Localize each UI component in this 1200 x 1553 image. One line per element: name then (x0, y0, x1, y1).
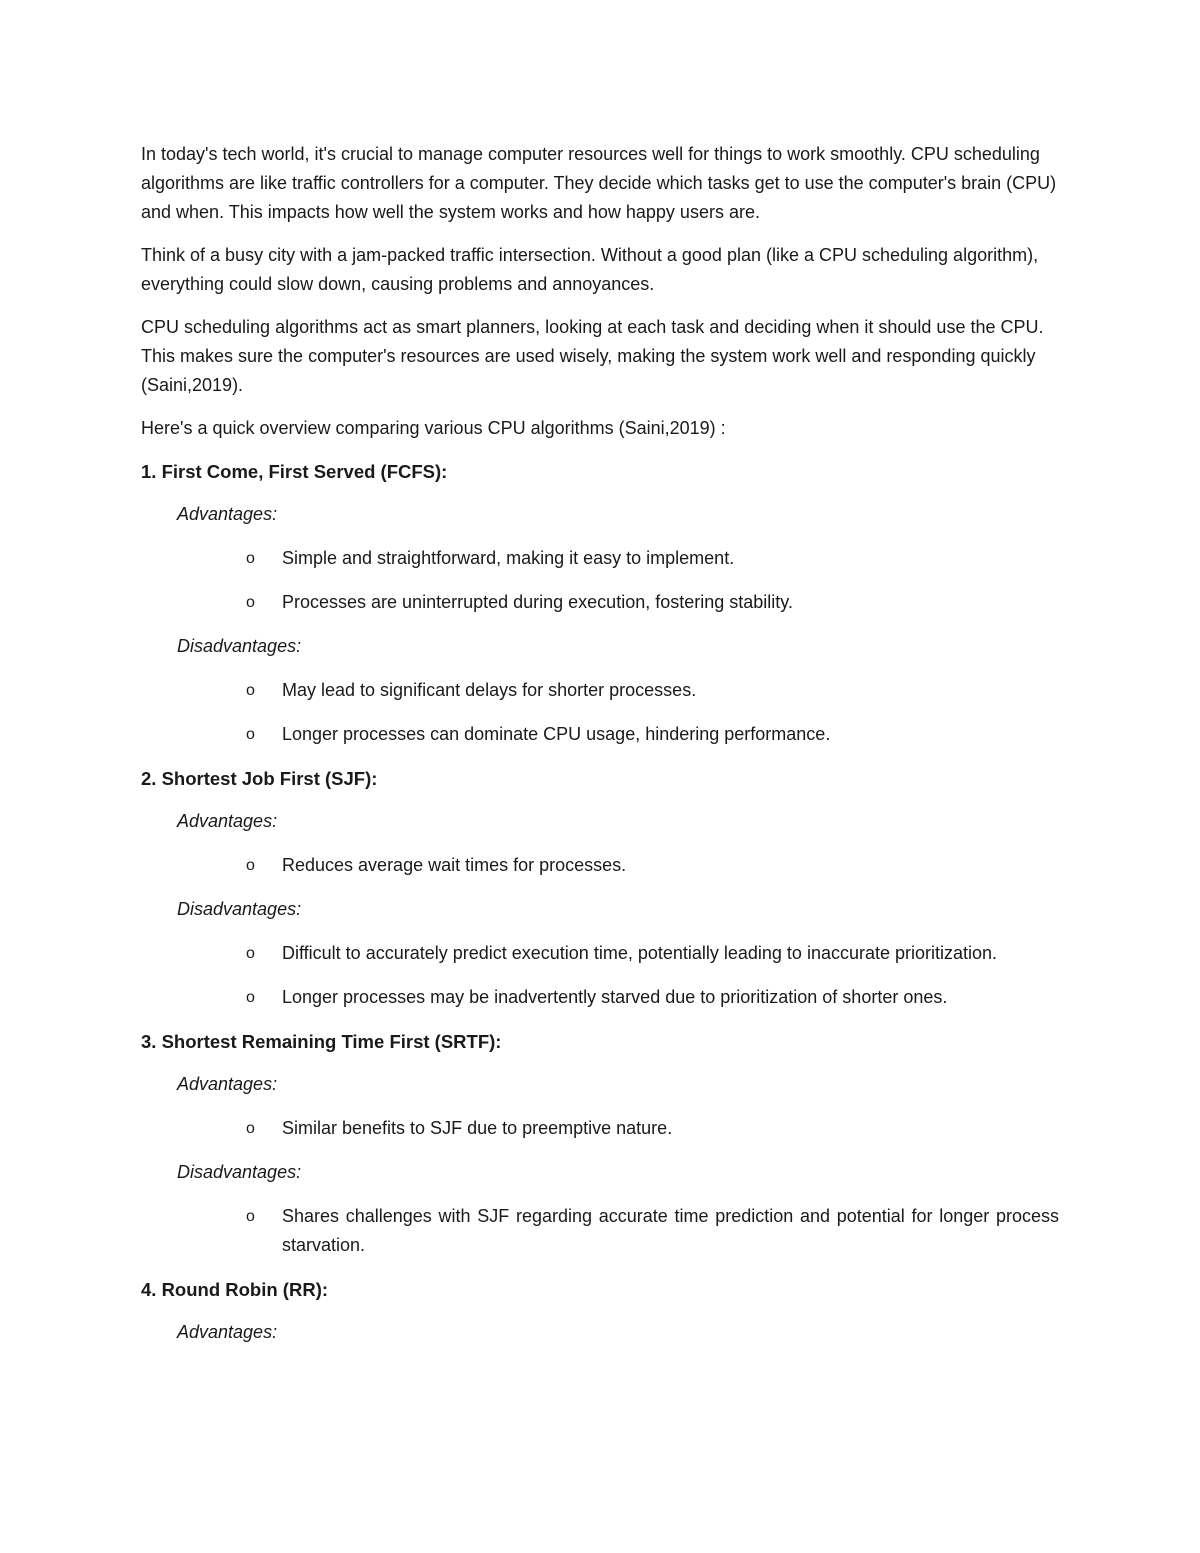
section-rr (141, 1275, 1059, 1347)
bullet-icon: o (246, 682, 255, 699)
disadvantages-label: Disadvantages: (177, 899, 302, 919)
list-item (246, 676, 1059, 705)
list-item (246, 720, 1059, 749)
list-item-text: Reduces average wait times for processes. (282, 855, 627, 875)
list-item (246, 1114, 1059, 1143)
section-heading: 1. First Come, First Served (FCFS): (141, 461, 448, 482)
section-heading: 3. Shortest Remaining Time First (SRTF): (141, 1031, 502, 1052)
intro-paragraph-2: Think of a busy city with a jam-packed traffic intersection. Without a good plan (like a CPU scheduling algorithm), everything could slow down, causing problems and annoyances. (141, 245, 1039, 294)
intro-paragraph-3: CPU scheduling algorithms act as smart planners, looking at each task and deciding when it should use the CPU. This makes sure the computer's resources are used wisely, making the system work well and responding quickly (Saini,2019). (141, 317, 1044, 395)
document-body (141, 140, 1059, 1362)
disadvantages-label: Disadvantages: (177, 1162, 302, 1182)
list-item-text: Longer processes may be inadvertently starved due to prioritization of shorter ones. (282, 987, 948, 1007)
advantages-label: Advantages: (177, 1074, 278, 1094)
disadvantages-label: Disadvantages: (177, 636, 302, 656)
bullet-icon: o (246, 726, 255, 743)
list-item (246, 983, 1059, 1012)
list-item-text: Simple and straightforward, making it easy to implement. (282, 548, 735, 568)
advantages-label: Advantages: (177, 1322, 278, 1342)
bullet-icon: o (246, 1120, 255, 1137)
list-item-text: Similar benefits to SJF due to preemptive nature. (282, 1118, 673, 1138)
bullet-icon: o (246, 989, 255, 1006)
list-item-text: Longer processes can dominate CPU usage, hindering performance. (282, 724, 831, 744)
section-fcfs (141, 457, 1059, 749)
bullet-icon: o (246, 550, 255, 567)
list-item (246, 544, 1059, 573)
list-item-text: Difficult to accurately predict execution time, potentially leading to inaccurate prioritization. (282, 943, 998, 963)
bullet-icon: o (246, 594, 255, 611)
advantages-label: Advantages: (177, 811, 278, 831)
section-srtf (141, 1027, 1059, 1260)
list-item-text: May lead to significant delays for shorter processes. (282, 680, 697, 700)
list-item (246, 588, 1059, 617)
advantages-label: Advantages: (177, 504, 278, 524)
section-heading: 4. Round Robin (RR): (141, 1279, 329, 1300)
bullet-icon: o (246, 1208, 255, 1225)
section-heading: 2. Shortest Job First (SJF): (141, 768, 378, 789)
intro-paragraph-4: Here's a quick overview comparing various CPU algorithms (Saini,2019) : (141, 418, 726, 438)
bullet-icon: o (246, 945, 255, 962)
intro-paragraph-1: In today's tech world, it's crucial to manage computer resources well for things to work smoothly. CPU scheduling algorithms are like traffic controllers for a computer. They decide which tasks get to use the computer's brain (CPU) and when. This impacts how well the system works and how happy users are. (141, 144, 1057, 222)
section-sjf (141, 764, 1059, 1012)
list-item (246, 1202, 1059, 1260)
list-item-text: Processes are uninterrupted during execution, fostering stability. (282, 592, 793, 612)
list-item-text: Shares challenges with SJF regarding accurate time prediction and potential for longer process starvation. (282, 1206, 1059, 1255)
list-item (246, 939, 1059, 968)
list-item (246, 851, 1059, 880)
bullet-icon: o (246, 857, 255, 874)
